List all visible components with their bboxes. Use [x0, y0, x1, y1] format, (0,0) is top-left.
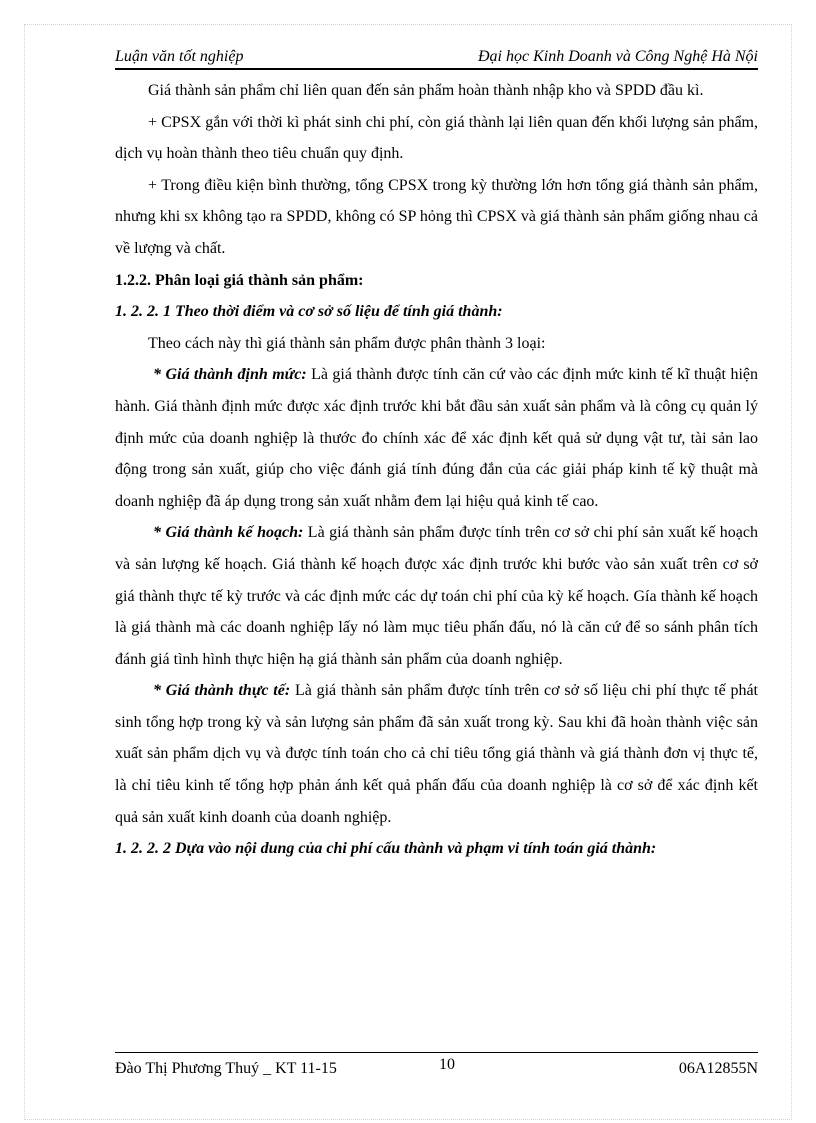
definition-paragraph: [115, 517, 758, 675]
paragraph: + CPSX gắn với thời kì phát sinh chi phí, còn giá thành lại liên quan đến khối lượng sản phẩm, dịch vụ hoàn thành theo tiêu chuẩn quy định.: [115, 113, 758, 163]
document-body: [115, 75, 758, 865]
footer-author: Đào Thị Phương Thuý _ KT 11-15: [115, 1060, 337, 1077]
footer-student-id: 06A12855N: [678, 1060, 758, 1077]
term-actual-cost: * Giá thành thực tế:: [153, 682, 291, 700]
definition-paragraph: [115, 359, 758, 517]
section-heading: 1.2.2. Phân loại giá thành sản phẩm:: [115, 271, 364, 289]
definition-text: Là giá thành sản phẩm được tính trên cơ sở số liệu chi phí thực tế phát sinh tổng hợp trong kỳ và sản lượng sản phẩm đã sản xuất trong kỳ. Sau khi đã hoàn thành việc sản xuất sản phẩm dịch vụ và được tính toán cho cả chỉ tiêu tổng giá thành và giá thành đơn vị thực tế, là chỉ tiêu kinh tế tổng hợp phản ánh kết quả phấn đấu của doanh nghiệp là cơ sở để xác định kết quả sản xuất kinh doanh của doanh nghiệp.: [115, 682, 759, 826]
term-standard-cost: * Giá thành định mức:: [153, 366, 307, 384]
definition-paragraph: [115, 675, 758, 833]
definition-text: Là giá thành sản phẩm được tính trên cơ sở chi phí sản xuất kế hoạch và sản lượng kế hoạch. Giá thành kế hoạch được xác định trước khi bước vào sản xuất trên cơ sở giá thành thực tế kỳ trước và các định mức các dự toán chi phí của kỳ kế hoạch. Gía thành kế hoạch là giá thành mà các doanh nghiệp lấy nó làm mục tiêu phấn đấu, nó là căn cứ để so sánh phân tích đánh giá tình hình thực hiện hạ giá thành sản phẩm của doanh nghiệp.: [115, 524, 759, 668]
header-right: Đại học Kinh Doanh và Công Nghệ Hà Nội: [478, 48, 758, 65]
subsection-heading: 1. 2. 2. 1 Theo thời điểm và cơ sở số liệu để tính giá thành:: [115, 303, 503, 321]
definition-text: Là giá thành được tính căn cứ vào các định mức kinh tế kĩ thuật hiện hành. Giá thành định mức được xác định trước khi bắt đầu sản xuất sản phẩm và là công cụ quản lý định mức của doanh nghiệp là thước đo chính xác để xác định kết quả sử dụng vật tư, tài sản lao động trong sản xuất, giúp cho việc đánh giá tính đúng đắn của các giải pháp kinh tế kỹ thuật mà doanh nghiệp đã áp dụng trong sản xuất nhằm đem lại hiệu quả kinh tế cao.: [115, 366, 758, 510]
subsection-heading: 1. 2. 2. 2 Dựa vào nội dung của chi phí cấu thành và phạm vi tính toán giá thành:: [115, 840, 657, 858]
paragraph: Theo cách này thì giá thành sản phẩm được phân thành 3 loại:: [148, 334, 546, 352]
page-header: [115, 48, 758, 70]
paragraph: + Trong điều kiện bình thường, tổng CPSX trong kỳ thường lớn hơn tổng giá thành sản phẩm, nhưng khi sx không tạo ra SPDD, không có SP hỏng thì CPSX và giá thành sản phẩm giống nhau cả về lượng và chất.: [115, 176, 758, 257]
header-left: Luận văn tốt nghiệp: [115, 48, 244, 65]
paragraph: Giá thành sản phẩm chỉ liên quan đến sản phẩm hoàn thành nhập kho và SPDD đầu kì.: [148, 82, 704, 99]
page-number: 10: [439, 1056, 455, 1073]
footer-rule: [115, 1052, 758, 1053]
term-planned-cost: * Giá thành kế hoạch:: [153, 524, 304, 542]
